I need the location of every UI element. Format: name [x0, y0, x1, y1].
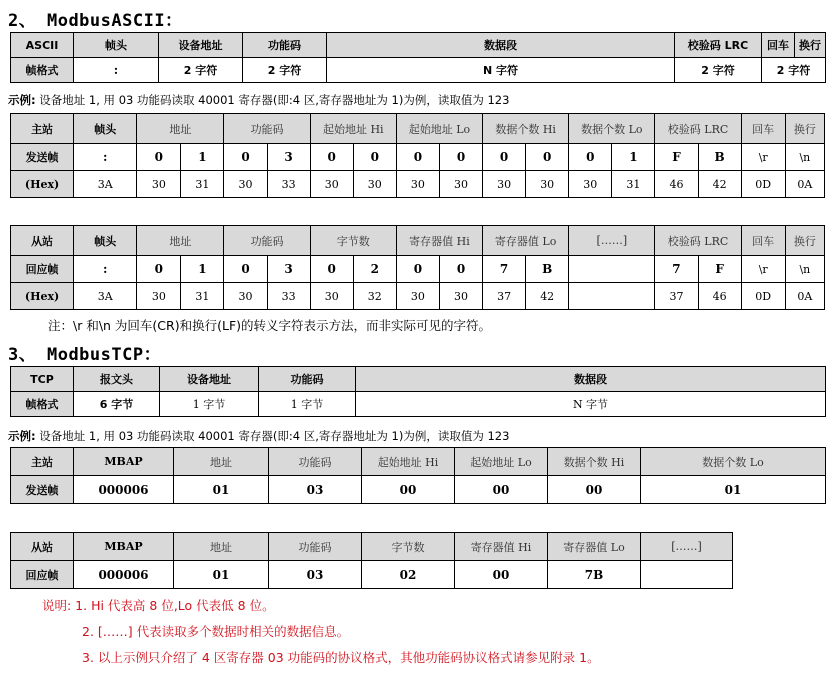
frame-cell: 00 [362, 476, 455, 504]
hex-cell [569, 283, 655, 310]
header-cell: 功能码 [259, 367, 356, 392]
header-cell: 回车 [741, 226, 785, 256]
tcp-example-line [8, 428, 509, 444]
row-label: 帧格式 [11, 392, 74, 417]
header-cell: 起始地址 Lo [396, 114, 482, 144]
frame-cell: 0 [310, 256, 353, 283]
frame-cell: 3 [267, 144, 310, 171]
frame-cell [641, 561, 733, 589]
header-cell: 寄存器值 Lo [483, 226, 569, 256]
example-label: 示例: [8, 429, 36, 443]
frame-cell: 01 [174, 476, 269, 504]
header-cell: 字节数 [310, 226, 396, 256]
hex-cell: 30 [483, 171, 526, 198]
value-cell: 6 字节 [74, 392, 160, 417]
hex-cell: 30 [439, 283, 482, 310]
frame-cell: 0 [310, 144, 353, 171]
hex-cell: 30 [569, 171, 612, 198]
value-cell: N 字节 [356, 392, 826, 417]
header-cell: 回车 [741, 114, 785, 144]
hex-cell: 42 [526, 283, 569, 310]
frame-cell: F [698, 256, 741, 283]
frame-cell: \r [741, 144, 785, 171]
hex-cell: 30 [396, 171, 439, 198]
note-2: 2. [……] 代表读取多个数据时相关的数据信息。 [82, 624, 350, 639]
header-cell: 起始地址 Hi [310, 114, 396, 144]
value-cell: 2 字符 [159, 58, 243, 83]
hex-cell: 30 [353, 171, 396, 198]
header-cell: 地址 [174, 448, 269, 476]
hex-cell: 37 [483, 283, 526, 310]
frame-cell: 0 [137, 256, 181, 283]
value-cell: 2 字符 [675, 58, 762, 83]
hex-cell: 3A [74, 283, 137, 310]
frame-cell: 000006 [74, 561, 174, 589]
header-cell: MBAP [74, 448, 174, 476]
frame-cell: 01 [641, 476, 826, 504]
frame-cell: 000006 [74, 476, 174, 504]
frame-cell: B [698, 144, 741, 171]
header-cell: 起始地址 Hi [362, 448, 455, 476]
ascii-example-line [8, 92, 509, 108]
hex-cell: 30 [137, 171, 181, 198]
hex-cell: 30 [439, 171, 482, 198]
row-label: 回应帧 [11, 256, 74, 283]
hex-cell: 30 [310, 171, 353, 198]
hex-cell: 32 [353, 283, 396, 310]
header-cell: 数据个数 Lo [569, 114, 655, 144]
header-cell: 寄存器值 Hi [455, 533, 548, 561]
frame-cell: \r [741, 256, 785, 283]
section-heading-ascii: 2、 ModbusASCII： [8, 11, 183, 31]
frame-cell: 0 [396, 256, 439, 283]
frame-cell: 0 [569, 144, 612, 171]
hex-cell: 0D [741, 171, 785, 198]
hex-cell: 30 [526, 171, 569, 198]
hex-cell: 31 [181, 283, 224, 310]
note-1: 说明: 1. Hi 代表高 8 位,Lo 代表低 8 位。 [42, 598, 275, 613]
section-heading-tcp: 3、 ModbusTCP： [8, 345, 162, 365]
ascii-response-table [10, 225, 825, 310]
frame-cell: 7 [483, 256, 526, 283]
header-cell: 换行 [795, 33, 826, 58]
header-cell: 功能码 [224, 226, 310, 256]
header-cell: 功能码 [243, 33, 327, 58]
frame-cell: 00 [455, 476, 548, 504]
hex-cell: 46 [655, 171, 698, 198]
row-label: 发送帧 [11, 144, 74, 171]
frame-cell: 7B [548, 561, 641, 589]
header-cell: 设备地址 [160, 367, 259, 392]
header-cell: MBAP [74, 533, 174, 561]
value-cell: : [74, 58, 159, 83]
value-cell: N 字符 [327, 58, 675, 83]
frame-cell: F [655, 144, 698, 171]
hex-cell: 30 [137, 283, 181, 310]
frame-cell: 0 [396, 144, 439, 171]
hex-cell: 0A [785, 283, 824, 310]
hex-cell: 3A [74, 171, 137, 198]
hex-cell: 31 [612, 171, 655, 198]
header-cell: 地址 [137, 114, 224, 144]
frame-cell: 7 [655, 256, 698, 283]
row-label: (Hex) [11, 171, 74, 198]
hex-cell: 33 [267, 283, 310, 310]
frame-cell: 0 [353, 144, 396, 171]
frame-cell: \n [785, 144, 824, 171]
frame-cell: : [74, 144, 137, 171]
row-label: (Hex) [11, 283, 74, 310]
header-cell: 数据段 [327, 33, 675, 58]
hex-cell: 30 [310, 283, 353, 310]
frame-cell: 03 [269, 561, 362, 589]
hex-cell: 30 [224, 283, 267, 310]
header-cell: 功能码 [224, 114, 310, 144]
frame-cell: 0 [526, 144, 569, 171]
header-cell: TCP [11, 367, 74, 392]
ascii-request-table [10, 113, 825, 198]
header-cell: 帧头 [74, 114, 137, 144]
header-cell: 回车 [762, 33, 795, 58]
frame-cell: 1 [181, 256, 224, 283]
header-cell: ASCII [11, 33, 74, 58]
note-3: 3. 以上示例只介绍了 4 区寄存器 03 功能码的协议格式，其他功能码协议格式请参见附录 1。 [82, 650, 600, 665]
hex-cell: 46 [698, 283, 741, 310]
header-cell: 数据个数 Hi [548, 448, 641, 476]
hex-cell: 0D [741, 283, 785, 310]
header-cell: 换行 [785, 114, 824, 144]
header-cell: 功能码 [269, 533, 362, 561]
row-label: 发送帧 [11, 476, 74, 504]
tcp-request-table [10, 447, 826, 504]
header-cell: 帧头 [74, 226, 137, 256]
value-cell: 2 字符 [243, 58, 327, 83]
hex-cell: 30 [396, 283, 439, 310]
frame-cell: 01 [174, 561, 269, 589]
header-cell: 寄存器值 Hi [396, 226, 482, 256]
empty-space [733, 561, 826, 589]
frame-cell: 0 [439, 256, 482, 283]
frame-cell [569, 256, 655, 283]
empty-space [733, 533, 826, 561]
frame-cell: 00 [548, 476, 641, 504]
header-cell: 设备地址 [159, 33, 243, 58]
header-cell: [……] [641, 533, 733, 561]
header-cell: 校验码 LRC [655, 226, 741, 256]
frame-cell: 0 [224, 144, 267, 171]
header-cell: 地址 [137, 226, 224, 256]
frame-cell: 03 [269, 476, 362, 504]
header-cell: 从站 [11, 533, 74, 561]
tcp-format-table [10, 366, 826, 417]
header-cell: 功能码 [269, 448, 362, 476]
frame-cell: 0 [483, 144, 526, 171]
hex-cell: 37 [655, 283, 698, 310]
example-label: 示例: [8, 93, 36, 107]
hex-cell: 42 [698, 171, 741, 198]
example-text: 设备地址 1, 用 03 功能码读取 40001 寄存器(即:4 区,寄存器地址为 1)为例，读取值为 123 [35, 93, 510, 107]
frame-cell: 1 [612, 144, 655, 171]
frame-cell: 2 [353, 256, 396, 283]
hex-cell: 31 [181, 171, 224, 198]
escape-note: 注：\r 和\n 为回车(CR)和换行(LF)的转义字符表示方法，而非实际可见的字符。 [48, 318, 492, 333]
frame-cell: : [74, 256, 137, 283]
header-cell: [……] [569, 226, 655, 256]
value-cell: 2 字符 [762, 58, 826, 83]
hex-cell: 30 [224, 171, 267, 198]
row-label: 帧格式 [11, 58, 74, 83]
frame-cell: 0 [137, 144, 181, 171]
header-cell: 帧头 [74, 33, 159, 58]
frame-cell: \n [785, 256, 824, 283]
header-cell: 从站 [11, 226, 74, 256]
frame-cell: 02 [362, 561, 455, 589]
hex-cell: 33 [267, 171, 310, 198]
header-cell: 地址 [174, 533, 269, 561]
frame-cell: B [526, 256, 569, 283]
header-cell: 字节数 [362, 533, 455, 561]
example-text: 设备地址 1, 用 03 功能码读取 40001 寄存器(即:4 区,寄存器地址为 1)为例，读取值为 123 [35, 429, 510, 443]
header-cell: 主站 [11, 448, 74, 476]
hex-cell: 0A [785, 171, 824, 198]
frame-cell: 0 [439, 144, 482, 171]
header-cell: 数据个数 Hi [483, 114, 569, 144]
header-cell: 数据个数 Lo [641, 448, 826, 476]
value-cell: 1 字节 [160, 392, 259, 417]
header-cell: 报文头 [74, 367, 160, 392]
header-cell: 校验码 LRC [655, 114, 741, 144]
frame-cell: 3 [267, 256, 310, 283]
header-cell: 寄存器值 Lo [548, 533, 641, 561]
frame-cell: 0 [224, 256, 267, 283]
header-cell: 起始地址 Lo [455, 448, 548, 476]
header-cell: 数据段 [356, 367, 826, 392]
frame-cell: 00 [455, 561, 548, 589]
header-cell: 校验码 LRC [675, 33, 762, 58]
tcp-response-table [10, 532, 826, 589]
header-cell: 主站 [11, 114, 74, 144]
value-cell: 1 字节 [259, 392, 356, 417]
row-label: 回应帧 [11, 561, 74, 589]
ascii-format-table [10, 32, 826, 83]
frame-cell: 1 [181, 144, 224, 171]
header-cell: 换行 [785, 226, 824, 256]
